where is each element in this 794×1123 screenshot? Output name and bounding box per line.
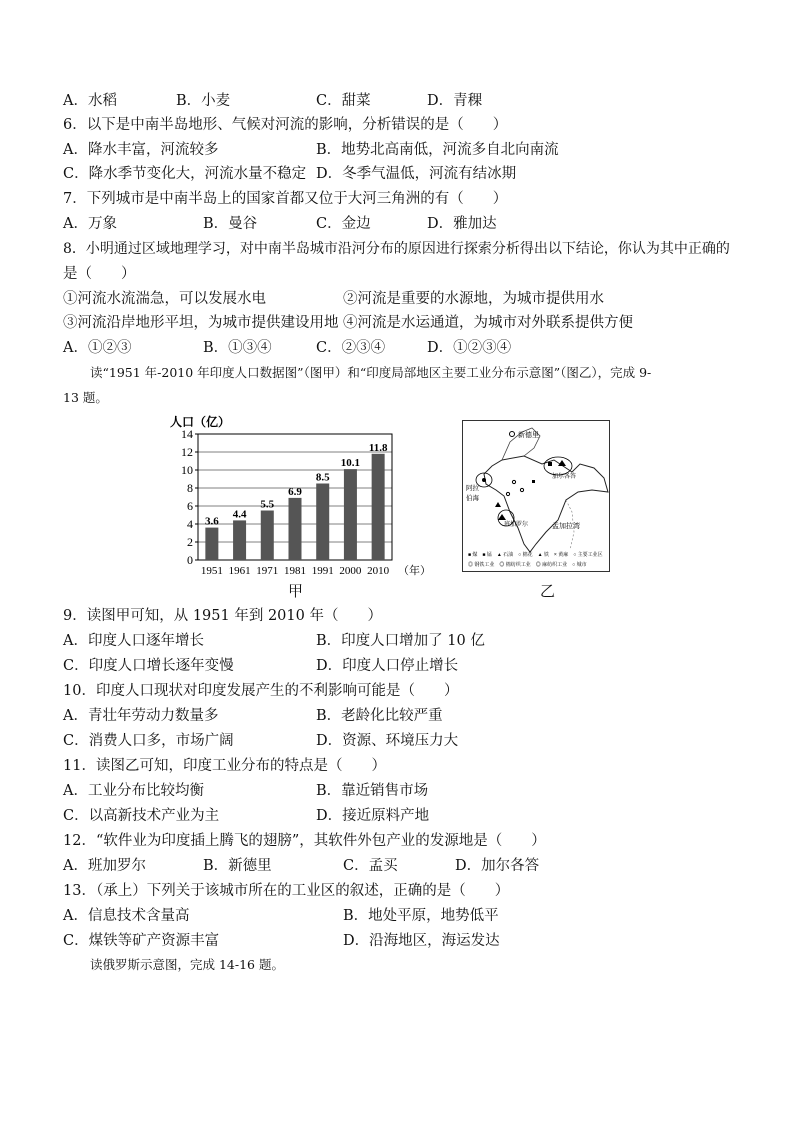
y-tick-label: 10: [181, 463, 193, 477]
q13-option-c: C．煤铁等矿产资源丰富: [63, 933, 220, 949]
q7-option-b: B．曼谷: [203, 216, 258, 232]
data-label: 5.5: [260, 498, 275, 511]
q12-option-c: C．孟买: [343, 858, 398, 874]
y-tick-label: 6: [187, 499, 193, 513]
q8-statement-1: ①河流水流湍急，可以发展水电: [63, 291, 266, 307]
q6-option-d: D．冬季气温低，河流有结冰期: [316, 166, 517, 182]
data-label: 3.6: [204, 515, 219, 528]
x-tick-label: 1971: [256, 565, 279, 577]
q11-stem: 11．读图乙可知，印度工业分布的特点是（ ）: [63, 758, 386, 774]
q8-option-b: B．①③④: [203, 340, 272, 356]
label-bangalore: 班加罗尔: [504, 522, 529, 528]
bar: [205, 528, 218, 560]
bar: [233, 520, 246, 560]
q7-option-a: A．万象: [63, 216, 117, 232]
bar: [344, 469, 357, 560]
q6-stem: 6．以下是中南半岛地形、气候对河流的影响，分析错误的是（ ）: [63, 117, 508, 133]
q5-option-a: A．水稻: [63, 93, 117, 109]
q8-stem-line1: 8．小明通过区域地理学习，对中南半岛城市沿河分布的原因进行探索分析得出以下结论，你认为其中正确的: [63, 241, 730, 257]
q6-option-c: C．降水季节变化大，河流水量不稳定: [63, 166, 307, 182]
india-map-svg: [462, 420, 610, 572]
x-tick-label: 1961: [228, 565, 251, 577]
figure-label-jia: 甲: [288, 582, 304, 600]
label-bengal-bay: 孟加拉湾: [552, 523, 580, 530]
q10-option-a: A．青壮年劳动力数量多: [63, 708, 219, 724]
q9-option-a: A．印度人口逐年增长: [63, 633, 204, 649]
q8-option-a: A．①②③: [63, 340, 132, 356]
india-industry-map: [462, 420, 610, 572]
q9-stem: 9．读图甲可知，从 1951 年到 2010 年（ ）: [63, 608, 382, 624]
q7-stem: 7．下列城市是中南半岛上的国家首都又位于大河三角洲的有（ ）: [63, 191, 508, 207]
bar: [316, 484, 329, 561]
y-tick-label: 4: [187, 517, 193, 531]
x-tick-label: 1991: [311, 565, 334, 577]
mumbai-cotton-icon: [482, 478, 486, 482]
x-tick-label: 1951: [200, 565, 223, 577]
q12-option-d: D．加尔各答: [455, 858, 540, 874]
q11-option-a: A．工业分布比较均衡: [63, 783, 204, 799]
q13-option-a: A．信息技术含量高: [63, 908, 190, 924]
x-tick-label: 2000: [339, 565, 362, 577]
intro-9-13-line1: 读“1951 年-2010 年印度人口数据图”（图甲）和“印度局部地区主要工业分布示意图”（图乙），完成 9-: [90, 365, 652, 380]
q9-option-c: C．印度人口增长逐年变慢: [63, 658, 234, 674]
data-label: 4.4: [232, 508, 247, 521]
y-tick-label: 2: [187, 535, 193, 549]
q11-option-b: B．靠近销售市场: [316, 783, 429, 799]
q7-option-c: C．金边: [316, 216, 371, 232]
data-label: 8.5: [315, 471, 330, 484]
q5-option-d: D．青稞: [427, 93, 483, 109]
q12-option-a: A．班加罗尔: [63, 858, 146, 874]
q10-option-b: B．老龄化比较严重: [316, 708, 443, 724]
q9-option-d: D．印度人口停止增长: [316, 658, 459, 674]
q8-option-c: C．②③④: [316, 340, 386, 356]
q10-option-d: D．资源、环境压力大: [316, 733, 459, 749]
q13-option-d: D．沿海地区，海运发达: [343, 933, 500, 949]
q13-option-b: B．地处平原，地势低平: [343, 908, 499, 924]
q10-stem: 10．印度人口现状对印度发展产生的不利影响可能是（ ）: [63, 683, 459, 699]
y-tick-label: 12: [181, 445, 193, 459]
map-legend-line2: ◎ 钢铁工业 ◎ 棉纺织工业 ◎ 麻纺织工业 ○ 城市: [468, 562, 587, 568]
label-kolkata: 加尔各答: [552, 474, 577, 480]
data-label: 11.8: [368, 441, 388, 454]
x-tick-label: 1981: [284, 565, 306, 577]
bar: [261, 511, 274, 561]
bar: [372, 454, 385, 560]
intro-9-13-line2: 13 题。: [63, 390, 108, 405]
map-legend-line1: ■ 煤 ■ 锰 ▲ 石油 ○ 棉花 ▲ 铁 × 黄麻 ○ 主要工业区: [468, 552, 603, 558]
population-bar-chart: [168, 414, 440, 578]
q10-option-c: C．消费人口多，市场广阔: [63, 733, 234, 749]
label-arabian-sea-1: 阿拉: [466, 485, 479, 492]
q8-option-d: D．①②③④: [427, 340, 512, 356]
manganese-icon: [532, 480, 535, 483]
label-arabian-sea-2: 伯海: [466, 495, 479, 502]
data-label: 6.9: [288, 485, 302, 498]
data-label: 10.1: [340, 457, 361, 470]
population-chart-svg: [168, 414, 440, 578]
q8-statement-3: ③河流沿岸地形平坦，为城市提供建设用地: [63, 315, 339, 331]
label-delhi: 新德里: [518, 432, 539, 439]
q9-option-b: B．印度人口增加了 10 亿: [316, 633, 485, 649]
q11-option-c: C．以高新技术产业为主: [63, 808, 220, 824]
q13-stem: 13．（承上）下列关于该城市所在的工业区的叙述，正确的是（ ）: [63, 883, 510, 899]
q6-option-b: B．地势北高南低，河流多自北向南流: [316, 142, 559, 158]
y-tick-label: 0: [187, 553, 193, 567]
q8-stem-line2: 是（ ）: [63, 266, 136, 282]
q12-option-b: B．新德里: [203, 858, 272, 874]
figure-label-yi: 乙: [540, 582, 556, 600]
y-tick-label: 8: [187, 481, 193, 495]
q5-option-c: C．甜菜: [316, 93, 371, 109]
bar: [289, 498, 302, 560]
q8-statement-4: ④河流是水运通道，为城市对外联系提供方便: [343, 315, 633, 331]
intro-14-16: 读俄罗斯示意图，完成 14-16 题。: [90, 957, 284, 972]
x-tick-label: 2010: [367, 565, 390, 577]
coal-icon: [548, 462, 552, 466]
y-tick-label: 14: [181, 427, 193, 441]
q8-statement-2: ②河流是重要的水源地，为城市提供用水: [343, 291, 604, 307]
q12-stem: 12．“软件业为印度插上腾飞的翅膀”，其软件外包产业的发源地是（ ）: [63, 833, 546, 849]
x-axis-unit: （年）: [398, 565, 431, 577]
q5-option-b: B．小麦: [176, 93, 231, 109]
q7-option-d: D．雅加达: [427, 216, 497, 232]
q6-option-a: A．降水丰富，河流较多: [63, 142, 219, 158]
q11-option-d: D．接近原料产地: [316, 808, 430, 824]
y-axis-label: 人口（亿）: [170, 415, 231, 429]
